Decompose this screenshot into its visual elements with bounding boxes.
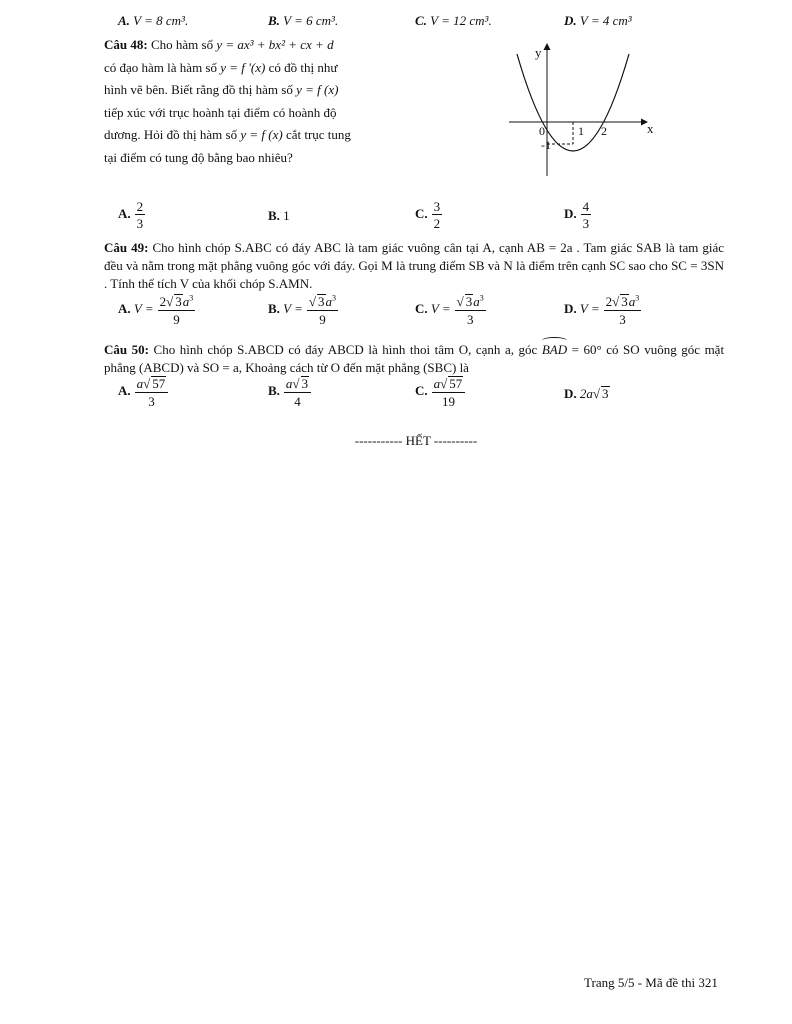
q48-option-b: B. 1 xyxy=(268,208,290,223)
tick-label-1: 1 xyxy=(578,124,584,138)
q49-option-c: C. V = $\frac{√ 3a^3}{3}$ xyxy=(415,293,484,327)
q48-line-6: tại điểm có tung độ bằng bao nhiêu? xyxy=(104,149,293,165)
q48-line-2: có đạo hàm là hàm số y = f '(x) có đồ thị như xyxy=(104,59,338,75)
q49-option-a: A. V = $\frac{2√ 3a^3}{9}$ xyxy=(118,293,194,327)
x-axis-label: x xyxy=(647,121,654,136)
q48-line-3: hình vẽ bên. Biết rằng đồ thị hàm số y = f (x) xyxy=(104,82,339,97)
q48-option-a: A. $\frac{2}{3}$ xyxy=(118,199,144,231)
origin-label: 0 xyxy=(539,124,545,138)
y-axis-label: y xyxy=(535,45,542,60)
q47-option-a: A. V = 8 cm³. xyxy=(118,13,189,28)
page-footer: Trang 5/5 - Mã đề thi 321 xyxy=(584,975,718,990)
q47-option-d: D. V = 4 cm³ xyxy=(564,13,632,28)
q48-text xyxy=(104,34,394,169)
q48-line-1: Câu 48: Cho hàm số y = ax³ + bx² + cx + d xyxy=(104,37,334,52)
end-marker: ----------- HẾT ---------- xyxy=(354,433,478,448)
q50-option-a: A. $\frac{a√ 57}{3}$ xyxy=(118,376,168,408)
q48-option-c: C. $\frac{3}{2}$ xyxy=(415,199,441,231)
q50-option-c: C. $\frac{a√ 57}{19}$ xyxy=(415,376,465,408)
q48-option-d: D. $\frac{4}{3}$ xyxy=(564,199,590,231)
q49-text: Câu 49: Cho hình chóp S.ABC có đáy ABC là tam giác vuông cân tại A, cạnh AB = 2a . Tam giác SAB là tam giác đều và nằm trong mặt phẳng vuông góc với đáy. Gọi M là trung điểm SB và N là điểm trên cạnh SC sao cho SC = 3SN . Tính thể tích V của khối chóp S.AMN. xyxy=(104,240,724,291)
parabola-curve xyxy=(517,54,629,151)
q48-line-5: dương. Hỏi đồ thị hàm số y = f (x) cắt trục tung xyxy=(104,127,351,142)
angle-bad: BAD xyxy=(541,342,568,357)
q48-line-4: tiếp xúc với trục hoành tại điểm có hoành độ xyxy=(104,104,337,120)
q50-option-d: D. 2a√ 3 xyxy=(564,386,609,401)
q50-text: Câu 50: Cho hình chóp S.ABCD có đáy ABCD là hình thoi tâm O, cạnh a, góc BAD = 60° có SO vuông góc mặt phẳng (ABCD) và SO = a, Khoảng cách từ O đến mặt phẳng (SBC) là xyxy=(104,342,725,375)
q49-option-b: B. V = $\frac{√ 3a^3}{9}$ xyxy=(268,293,337,327)
q47-option-c: C. V = 12 cm³. xyxy=(415,13,492,28)
q50-option-b: B. $\frac{a√ 3}{4}$ xyxy=(268,376,311,408)
tick-label-neg1: -1 xyxy=(541,138,551,152)
q49-option-d: D. V = $\frac{2√ 3a^3}{3}$ xyxy=(564,293,640,327)
q47-option-b: B. V = 6 cm³. xyxy=(268,13,339,28)
tick-label-2: 2 xyxy=(601,124,607,138)
derivative-graph xyxy=(505,40,665,180)
